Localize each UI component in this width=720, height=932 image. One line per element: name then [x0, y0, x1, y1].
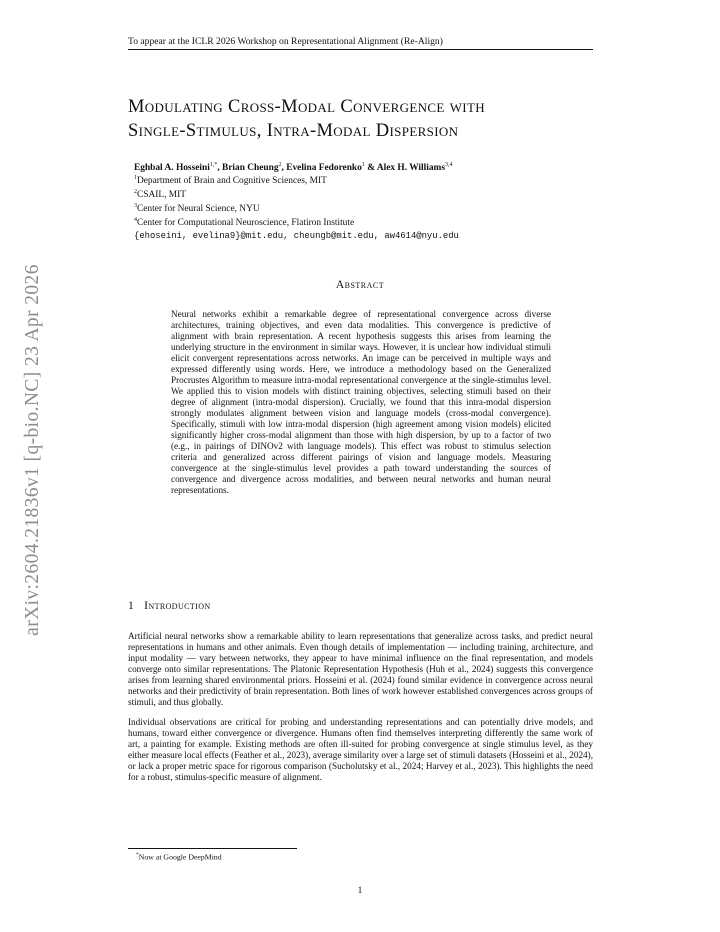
paper-title [128, 95, 598, 143]
author: Alex H. Williams$^{3,4}$ [376, 162, 453, 174]
author-emails: {ehoseini, evelina9}@mit.edu, cheungb@mit.edu, aw4614@nyu.edu [134, 231, 459, 241]
body-paragraph: Individual observations are critical for probing and understanding representations and can potentially drive models, and humans, toward either convergence or divergence. Humans often find themselves interpreting differently the same work of art, a painting for example. Existing methods are often ill-suited for probing convergence at single stimulus level, as they either measure local effects (Feather et al., 2023), average similarity over a large set of stimuli datasets (Hosseini et al., 2024), or lack a proper metric space for rigorous comparison (Sucholutsky et al., 2024; Harvey et al., 2023). This highlights the need for a robust, stimulus-specific measure of alignment. [128, 717, 593, 782]
affiliation: $^2$CSAIL, MIT [134, 189, 186, 201]
running-header: To appear at the ICLR 2026 Workshop on Representational Alignment (Re-Align) [128, 36, 593, 50]
author: Evelina Fedorenko$^1$ & [286, 162, 377, 174]
abstract-heading: Abstract [335, 279, 385, 291]
section-title: Introduction [144, 600, 211, 612]
title-line-1: Modulating Cross-Modal Convergence with [128, 97, 486, 117]
arxiv-identifier-text: arXiv:2604.21836v1 [q-bio.NC] 23 Apr 2026 [22, 264, 43, 636]
arxiv-identifier-stamp [10, 240, 56, 660]
author: Eghbal A. Hosseini$^{1,*}$, [134, 162, 222, 174]
affiliation: $^4$Center for Computational Neuroscience, Flatiron Institute [134, 217, 355, 229]
author-list [134, 162, 452, 173]
section-number: 1 [128, 600, 135, 612]
footnote-divider [128, 848, 297, 849]
affiliation: $^3$Center for Neural Science, NYU [134, 203, 260, 215]
footnote: *Now at Google DeepMind [136, 852, 222, 862]
author: Brian Cheung$^2$, [222, 162, 287, 174]
body-paragraph: Artificial neural networks show a remarkable ability to learn representations that generalize across tasks, and predict neural representations in humans and other animals. Even though details of implementation — including training, architecture, and input modality — vary between networks, they appear to have minimal influence on the final representation, and models converge onto similar representations. The Platonic Representation Hypothesis (Huh et al., 2024) suggests this convergence arises from learning shared environmental priors. Hosseini et al. (2024) found similar evidence in convergence across neural networks and their predictivity of brain representation. Both lines of work however established convergences across groups of stimuli, and thus globally. [128, 631, 593, 707]
title-line-2: Single-Stimulus, Intra-Modal Dispersion [128, 121, 459, 141]
affiliation: $^1$Department of Brain and Cognitive Sciences, MIT [134, 175, 327, 187]
abstract-text: Neural networks exhibit a remarkable degree of representational convergence across diverse architectures, training objectives, and even data modalities. This convergence is predictive of alignment with brain representation. A recent hypothesis suggests this arises from learning the underlying structure in the environment in similar ways. However, it is unclear how individual stimuli elicit convergent representations across networks. An image can be perceived in multiple ways and expressed differently using words. Here, we introduce a methodology based on the Generalized Procrustes Algorithm to measure intra-modal representational convergence at the single-stimulus level. We applied this to vision models with distinct training objectives, selecting stimuli based on their degree of alignment (intra-modal dispersion). Crucially, we found that this intra-modal dispersion strongly modulates alignment between vision and language models (cross-modal convergence). Specifically, stimuli with low intra-modal dispersion (high agreement among vision models) elicited significantly higher cross-modal alignment than those with high dispersion, by up to a factor of two (e.g., in pairings of DINOv2 with language models). This effect was robust to stimulus selection criteria and generalized across different pairings of vision and language models. Measuring convergence at the single-stimulus level provides a path toward understanding the sources of convergence and divergence across modalities, and between neural networks and human neural representations. [171, 309, 551, 495]
section-heading [128, 600, 211, 612]
page-number: 1 [357, 886, 363, 896]
